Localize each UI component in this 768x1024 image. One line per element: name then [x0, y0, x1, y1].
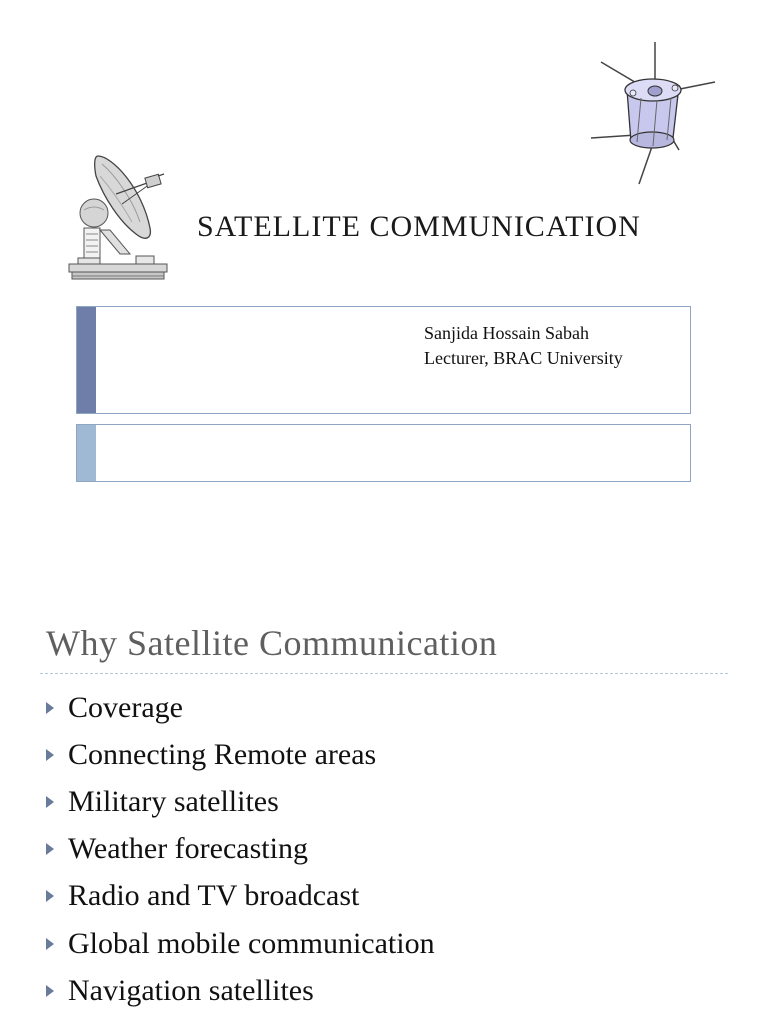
content-slide	[0, 560, 768, 1024]
list-item	[46, 778, 435, 825]
empty-subtitle-box	[76, 424, 691, 482]
bullet-arrow-icon	[46, 796, 54, 808]
author-box	[76, 306, 691, 414]
list-item	[46, 873, 435, 920]
list-item	[46, 967, 435, 1014]
list-item-label: Radio and TV broadcast	[68, 879, 360, 913]
list-item-label: Navigation satellites	[68, 973, 314, 1007]
bullet-arrow-icon	[46, 985, 54, 997]
list-item-label: Weather forecasting	[68, 832, 308, 866]
list-item	[46, 684, 435, 731]
bullet-arrow-icon	[46, 749, 54, 761]
reasons-list	[46, 684, 435, 1014]
list-item-label: Military satellites	[68, 784, 279, 818]
slide-heading: Why Satellite Communication	[46, 623, 498, 663]
bullet-arrow-icon	[46, 938, 54, 950]
slide-title: SATELLITE COMMUNICATION	[197, 210, 641, 243]
bullet-arrow-icon	[46, 890, 54, 902]
heading-divider	[40, 673, 728, 674]
list-item	[46, 920, 435, 967]
list-item-label: Coverage	[68, 690, 183, 724]
accent-bar	[77, 425, 96, 481]
list-item-label: Connecting Remote areas	[68, 737, 377, 771]
bullet-arrow-icon	[46, 702, 54, 714]
list-item-label: Global mobile communication	[68, 926, 435, 960]
author-info	[424, 321, 623, 371]
list-item	[46, 731, 435, 778]
accent-bar	[77, 307, 96, 413]
satellite-icon	[585, 38, 721, 188]
satellite-dish-icon	[66, 146, 170, 292]
author-name: Sanjida Hossain Sabah	[424, 323, 589, 343]
author-role: Lecturer, BRAC University	[424, 348, 623, 368]
bullet-arrow-icon	[46, 843, 54, 855]
list-item	[46, 826, 435, 873]
